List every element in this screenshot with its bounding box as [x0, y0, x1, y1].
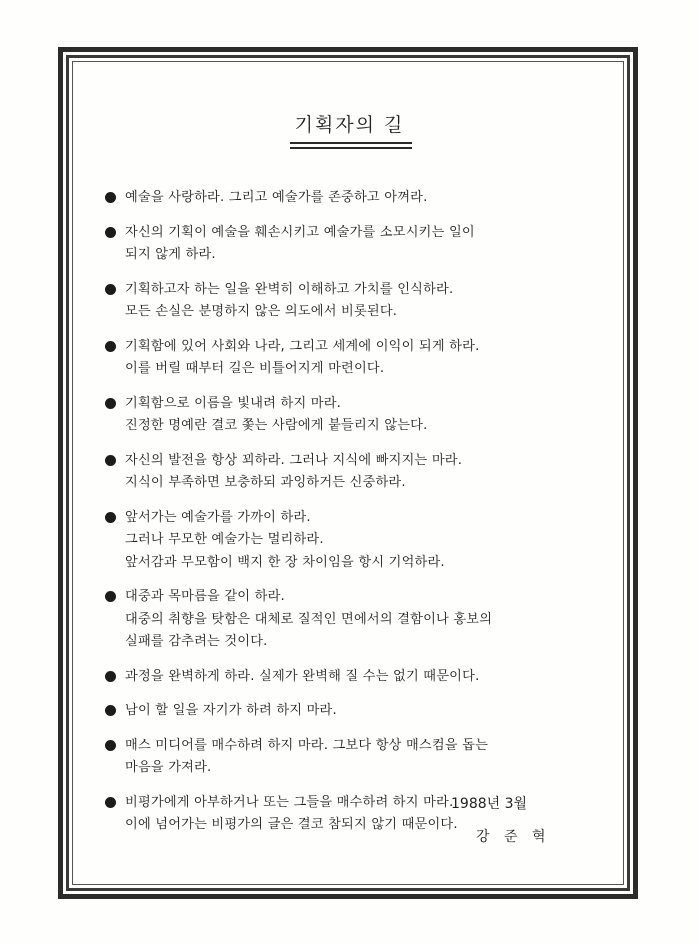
bullet-icon — [105, 455, 116, 466]
list-item-line: 자신의 기획이 예술을 훼손시키고 예술가를 소모시키는 일이 — [125, 224, 475, 240]
list-item-line: 대중의 취향을 탓함은 대체로 질적인 면에서의 결함이나 홍보의 — [125, 611, 493, 627]
bullet-icon — [105, 671, 116, 682]
list-item-line: 기획함에 있어 사회와 나라, 그리고 세계에 이익이 되게 하라. — [125, 338, 480, 354]
list-item-line: 남이 할 일을 자기가 하려 하지 마라. — [125, 703, 337, 718]
title-underline — [290, 142, 412, 144]
list-item-line: 마음을 가져라. — [125, 760, 212, 775]
list-item-line: 진정한 명예란 결코 쫓는 사람에게 붙들리지 않는다. — [125, 418, 428, 433]
list-item-line: 대중과 목마름을 같이 하라. — [125, 589, 285, 604]
list-item — [103, 336, 613, 381]
list-item-line: 되지 않게 하라. — [125, 247, 216, 262]
list-item — [103, 222, 613, 267]
list-item — [103, 586, 613, 654]
bullet-icon — [105, 192, 116, 203]
list-item-line: 매스 미디어를 매수하려 하지 마라. 그보다 항상 매스컴을 돕는 — [125, 737, 489, 753]
list-item-line: 앞서가는 예술가를 가까이 하라. — [125, 509, 311, 525]
list-item — [103, 279, 613, 324]
bullet-icon — [105, 341, 116, 352]
bullet-icon — [105, 797, 116, 808]
list-item-line: 비평가에게 아부하거나 또는 그들을 매수하려 하지 마라. — [125, 794, 454, 810]
list-item-line: 기획하고자 하는 일을 완벽히 이해하고 가치를 인식하라. — [125, 281, 454, 297]
list-item — [103, 450, 613, 495]
list-item-line: 지식이 부족하면 보충하되 과잉하거든 신중하라. — [125, 475, 406, 490]
list-item-line: 자신의 발전을 항상 꾀하라. 그러나 지식에 빠지지는 마라. — [125, 452, 463, 468]
principles-list — [103, 187, 613, 849]
bullet-icon — [105, 398, 116, 409]
list-item — [103, 393, 613, 438]
list-item-line: 모든 손실은 분명하지 않은 의도에서 비롯된다. — [125, 304, 398, 319]
bullet-icon — [105, 227, 116, 238]
document-title: 기획자의 길 — [294, 114, 405, 136]
bullet-icon — [105, 740, 116, 751]
list-item-line: 이를 버릴 때부터 길은 비틀어지게 마련이다. — [125, 361, 385, 376]
title-underline-2 — [290, 147, 412, 149]
list-item-line: 실패를 감추려는 것이다. — [125, 634, 268, 649]
bullet-icon — [105, 512, 116, 523]
bullet-icon — [105, 284, 116, 295]
author-name: 강 준 혁 — [476, 829, 551, 845]
document-date: 1988년 3월 — [451, 796, 528, 812]
bullet-icon — [105, 591, 116, 602]
list-item-line: 앞서감과 무모함이 백지 한 장 차이임을 항시 기억하라. — [125, 554, 445, 570]
list-item — [103, 187, 613, 210]
list-item — [103, 507, 613, 575]
bullet-icon — [105, 705, 116, 716]
list-item-line: 이에 넘어가는 비평가의 글은 결코 참되지 않기 때문이다. — [125, 817, 458, 832]
list-item-line: 그러나 무모한 예술가는 멀리하라. — [125, 532, 324, 547]
list-item-line: 기획함으로 이름을 빛내려 하지 마라. — [125, 395, 342, 411]
list-item — [103, 700, 613, 723]
list-item — [103, 735, 613, 780]
list-item-line: 과정을 완벽하게 하라. 실제가 완벽해 질 수는 없기 때문이다. — [125, 668, 480, 684]
list-item — [103, 666, 613, 689]
list-item-line: 예술을 사랑하라. 그리고 예술가를 존중하고 아껴라. — [125, 190, 428, 205]
